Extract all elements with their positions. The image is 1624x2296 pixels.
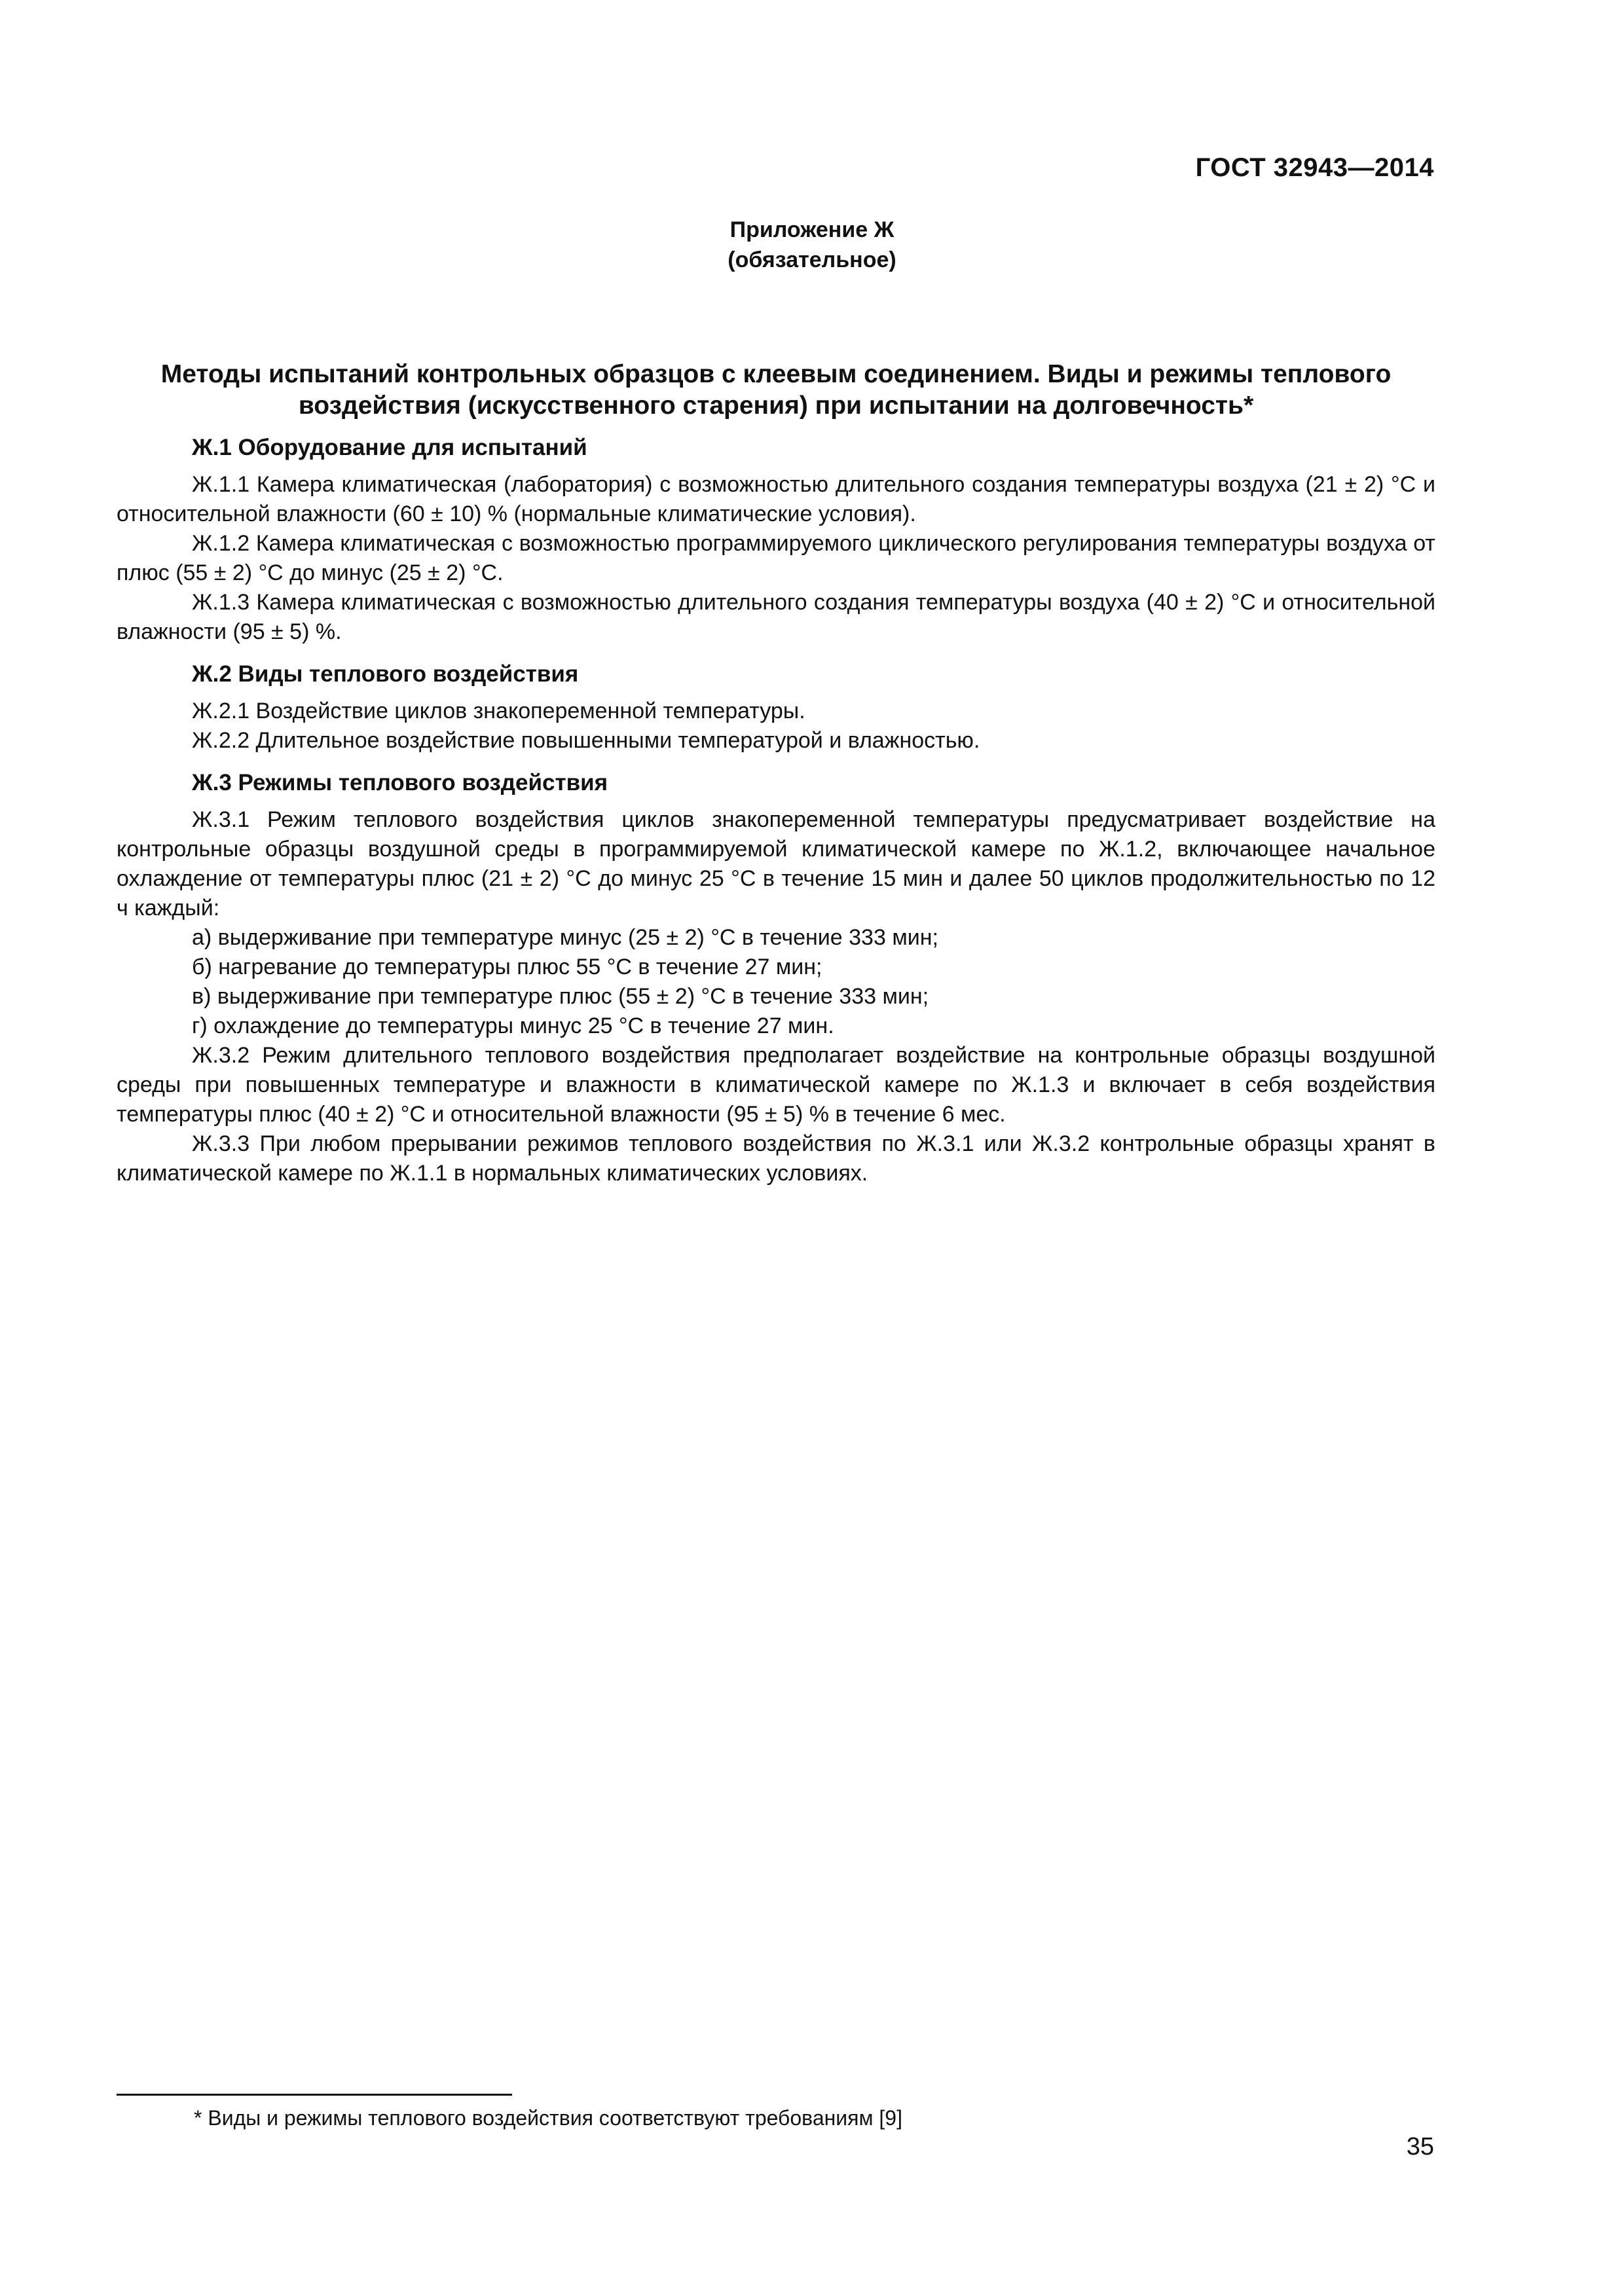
paragraph-1-2: Ж.1.2 Камера климатическая с возможностью программируемого циклического регулирования температуры воздуха от плюс (55 ± 2) °С до минус (25 ± 2) °С. <box>117 531 1435 585</box>
paragraph-3-1: Ж.3.1 Режим теплового воздействия циклов знакопеременной температуры предусматривает воздействие на контрольные образцы воздушной среды в программируемой климатической камере по Ж.1.2, включающее начальное охлаждение от температуры плюс (21 ± 2) °С до минус 25 °С в течение 15 мин и далее 50 циклов продолжительностью по 12 ч каждый: <box>117 807 1435 920</box>
footnote: * Виды и режимы теплового воздействия соответствуют требованиям [9] <box>194 2106 902 2130</box>
list-item-b: б) нагревание до температуры плюс 55 °С в течение 27 мин; <box>192 955 822 979</box>
standard-code: ГОСТ 32943—2014 <box>1195 153 1434 182</box>
paragraph-1-3: Ж.1.3 Камера климатическая с возможностью длительного создания температуры воздуха (40 ± 2) °С и относительной влажности (95 ± 5) %. <box>117 590 1435 644</box>
paragraph-3-3: Ж.3.3 При любом прерывании режимов теплового воздействия по Ж.3.1 или Ж.3.2 контрольные образцы хранят в климатической камере по Ж.1.1 в нормальных климатических условиях. <box>117 1131 1435 1186</box>
section-heading-2: Ж.2 Виды теплового воздействия <box>192 661 579 687</box>
section-heading-1: Ж.1 Оборудование для испытаний <box>192 435 587 460</box>
document-body <box>117 359 1435 1188</box>
list-item-c: в) выдерживание при температуре плюс (55 ± 2) °С в течение 333 мин; <box>192 984 929 1009</box>
appendix-label: Приложение Ж <box>729 217 895 242</box>
paragraph-1-1: Ж.1.1 Камера климатическая (лаборатория) с возможностью длительного создания температуры воздуха (21 ± 2) °С и относительной влажности (60 ± 10) % (нормальные климатические условия). <box>117 472 1435 526</box>
page-number: 35 <box>1406 2133 1434 2160</box>
footnote-divider <box>117 2094 512 2096</box>
paragraph-2-2: Ж.2.2 Длительное воздействие повышенными температурой и влажностью. <box>192 728 980 753</box>
section-heading-3: Ж.3 Режимы теплового воздействия <box>192 770 608 795</box>
list-item-d: г) охлаждение до температуры минус 25 °С в течение 27 мин. <box>192 1013 834 1038</box>
paragraph-3-2: Ж.3.2 Режим длительного теплового воздействия предполагает воздействие на контрольные образцы воздушной среды при повышенных температуре и влажности в климатической камере по Ж.1.3 и включает в себя воздействия температуры плюс (40 ± 2) °С и относительной влажности (95 ± 5) % в течение 6 мес. <box>117 1043 1435 1127</box>
appendix-title: Методы испытаний контрольных образцов с клеевым соединением. Виды и режимы теплового воздействия (искусственного старения) при испытании на долговечность* <box>160 360 1392 420</box>
paragraph-2-1: Ж.2.1 Воздействие циклов знакопеременной температуры. <box>192 699 805 723</box>
appendix-status: (обязательное) <box>728 247 896 272</box>
appendix-heading <box>0 215 1624 275</box>
list-item-a: а) выдерживание при температуре минус (25 ± 2) °С в течение 333 мин; <box>192 925 938 950</box>
